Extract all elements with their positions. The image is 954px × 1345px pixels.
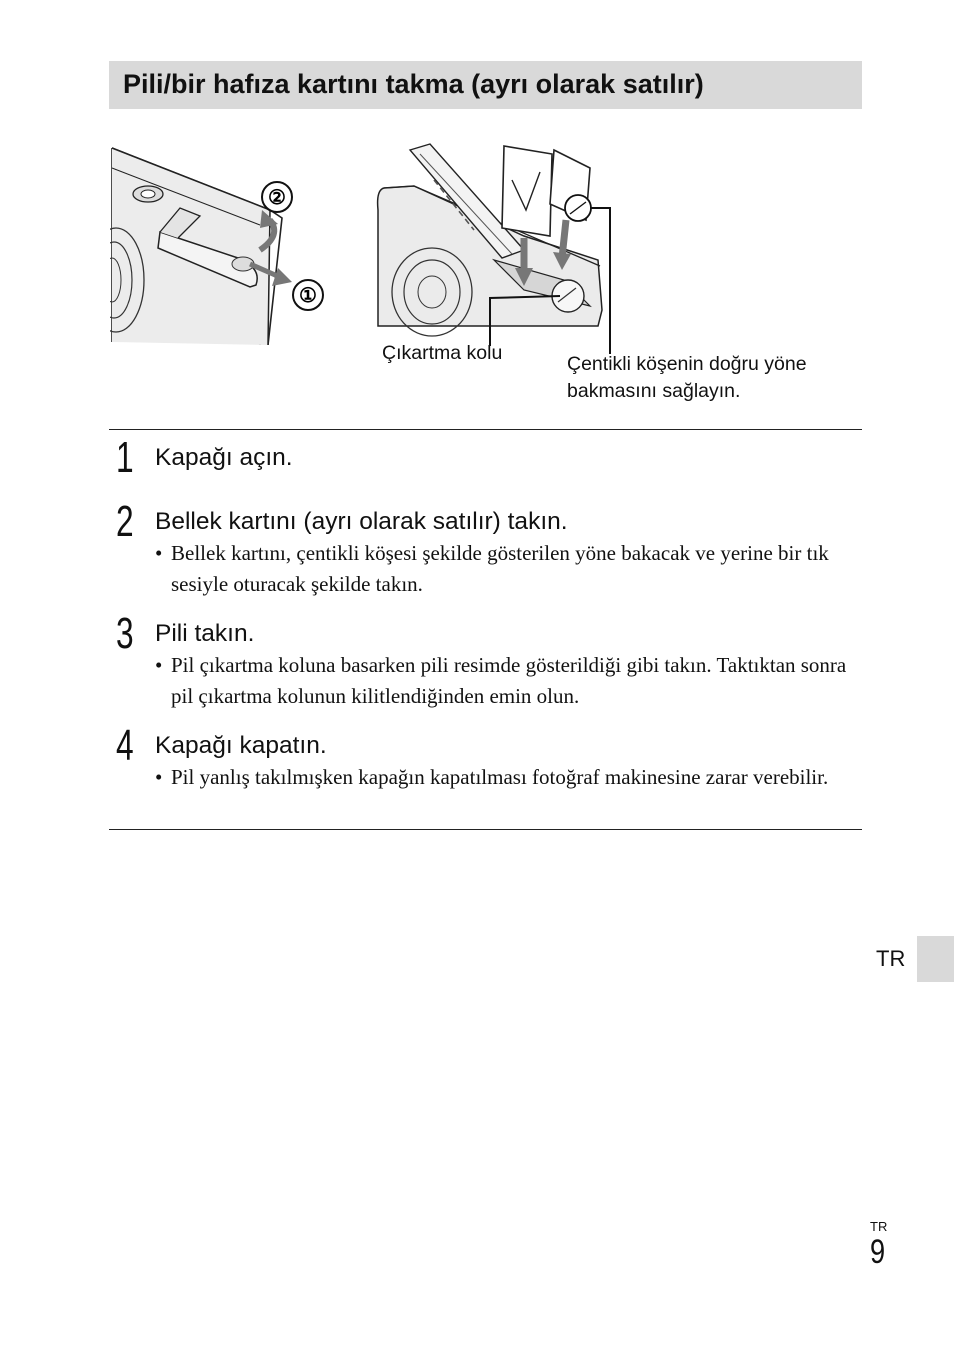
step-3-bullet-text: Pil çıkartma koluna basarken pili resimde gösterildiği gibi takın. Taktıktan sonra pil çıkartma kolunun kilitlendiğinden emin olun. [171, 653, 847, 708]
step-marker-2: ② [268, 187, 286, 209]
language-tab-label: TR [876, 946, 906, 971]
step-1-title: Kapağı açın. [155, 444, 293, 471]
section-title: Pili/bir hafıza kartını takma (ayrı olarak satılır) [123, 69, 704, 99]
language-tab [917, 936, 954, 982]
step-4-title: Kapağı kapatın. [155, 732, 327, 759]
bullet-dot: • [155, 765, 163, 789]
bullet-dot: • [155, 653, 163, 677]
notch-caption-line2: bakmasını sağlayın. [567, 380, 741, 402]
step-2-title: Bellek kartını (ayrı olarak satılır) takın. [155, 508, 568, 535]
section-title-bar [109, 61, 862, 109]
battery-card-insertion-illustration [374, 140, 624, 340]
page-number: 9 [870, 1233, 886, 1271]
steps-bottom-rule [109, 829, 862, 830]
step-3-title: Pili takın. [155, 620, 255, 647]
bullet-dot: • [155, 541, 163, 565]
step-3-number: 3 [116, 609, 134, 658]
step-marker-1: ① [299, 285, 317, 307]
step-4-number: 4 [116, 721, 134, 770]
steps-top-rule [109, 429, 862, 430]
page-lang-code: TR [870, 1219, 888, 1234]
notch-caption-line1: Çentikli köşenin doğru yöne [567, 353, 807, 375]
camera-cover-illustration [110, 140, 330, 345]
eject-lever-caption: Çıkartma kolu [382, 342, 503, 364]
step-2-bullet-text: Bellek kartını, çentikli köşesi şekilde gösterilen yöne bakacak ve yerine bir tık sesiyle oturacak şekilde takın. [171, 541, 829, 596]
step-4-bullet-text: Pil yanlış takılmışken kapağın kapatılması fotoğraf makinesine zarar verebilir. [171, 765, 829, 789]
step-1-number: 1 [116, 433, 134, 482]
step-2-number: 2 [116, 497, 134, 546]
